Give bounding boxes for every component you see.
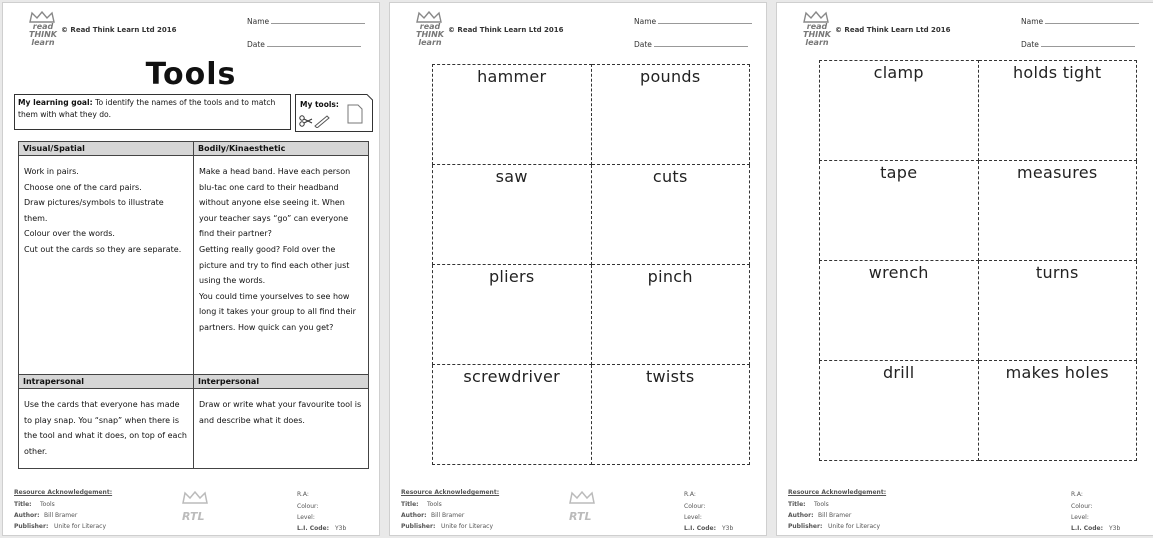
card-tool[interactable]: clamp xyxy=(820,61,979,161)
name-field[interactable]: Name xyxy=(634,17,752,26)
interpersonal-cell: Draw or write what your favourite tool is and describe what it does. xyxy=(194,389,369,469)
svg-text:RTL: RTL xyxy=(569,510,592,523)
date-field[interactable]: Date xyxy=(247,40,361,49)
my-tools-box: My tools: xyxy=(295,94,373,132)
card-action[interactable]: pounds xyxy=(591,65,750,165)
copyright-text: © Read Think Learn Ltd 2016 xyxy=(835,26,951,34)
page-title: Tools xyxy=(145,57,237,92)
bodily-kinaesthetic-heading: Bodily/Kinaesthetic xyxy=(194,142,369,156)
copyright-text: © Read Think Learn Ltd 2016 xyxy=(61,26,177,34)
card-tool[interactable]: hammer xyxy=(433,65,592,165)
card-tool[interactable]: saw xyxy=(433,165,592,265)
card-action[interactable]: turns xyxy=(978,261,1137,361)
intrapersonal-heading: Intrapersonal xyxy=(19,375,194,389)
word-cards-grid xyxy=(432,64,750,465)
card-tool[interactable]: pliers xyxy=(433,265,592,365)
card-tool[interactable]: drill xyxy=(820,361,979,461)
card-action[interactable]: holds tight xyxy=(978,61,1137,161)
svg-text:RTL: RTL xyxy=(182,510,205,523)
card-tool[interactable]: screwdriver xyxy=(433,365,592,465)
rtl-logo xyxy=(567,489,597,523)
card-action[interactable]: makes holes xyxy=(978,361,1137,461)
date-field[interactable]: Date xyxy=(634,40,748,49)
rtl-logo xyxy=(180,489,210,523)
card-action[interactable]: pinch xyxy=(591,265,750,365)
read-think-learn-logo: read THINK learn xyxy=(801,11,833,55)
card-action[interactable]: measures xyxy=(978,161,1137,261)
worksheet-page-2: read THINK learn © Read Think Learn Ltd 2016 Name Date hammer pounds saw cuts pliers pinch screwdriver twists Resource Acknowledgement: Title: Tools Author: Bill Bramer Publisher: Unite for Literacy RTL R.A: Colour: Level: L.I. Code: Y3b xyxy=(389,2,767,536)
name-field[interactable]: Name xyxy=(1021,17,1139,26)
interpersonal-heading: Interpersonal xyxy=(194,375,369,389)
visual-spatial-heading: Visual/Spatial xyxy=(19,142,194,156)
name-field[interactable]: Name xyxy=(247,17,365,26)
visual-spatial-cell: Work in pairs. Choose one of the card pairs. Draw pictures/symbols to illustrate them. Colour over the words. Cut out the cards so they are separate. xyxy=(19,156,194,375)
multiple-intelligences-table xyxy=(18,141,369,469)
card-action[interactable]: cuts xyxy=(591,165,750,265)
learning-goal-box: My learning goal: To identify the names of the tools and to match them with what they do. xyxy=(14,94,291,130)
date-field[interactable]: Date xyxy=(1021,40,1135,49)
read-think-learn-logo: read THINK learn xyxy=(27,11,59,55)
card-tool[interactable]: wrench xyxy=(820,261,979,361)
worksheet-page-3: read THINK learn © Read Think Learn Ltd 2016 Name Date clamp holds tight tape measures wrench turns drill makes holes Resource Acknowledgement: Title: Tools Author: Bill Bramer Publisher: Unite for Literacy R.A: Colour: Level: L.I. Code: Y3b xyxy=(776,2,1153,536)
bodily-kinaesthetic-cell: Make a head band. Have each person blu-tac one card to their headband without anyone else seeing it. When your teacher says “go” can everyone find their partner? Getting really good? Fold over the picture and try to find each other just using the words. You could time yourselves to see how long it takes your group to all find their partners. How quick can you get? xyxy=(194,156,369,375)
word-cards-grid xyxy=(819,60,1137,461)
read-think-learn-logo: read THINK learn xyxy=(414,11,446,55)
worksheet-page-1: read THINK learn © Read Think Learn Ltd 2016 Name Date Tools My learning goal: To identify the names of the tools and to match them with what they do. My tools: Visual/Spatial Bodily/Kinaesthetic Work in pairs. Choose one of the card pairs. Draw pictures/symbols to illustrate them. Colour over the words. Cut out the cards so they are separate. Make a head band. Have each person blu-tac one card to their headband without anyone else seeing it. When your teacher says “go” can everyone find their partner? Getting really good? Fold over the picture and try to find each other just using the words. You could time yourselves to see how long it takes your group to all find their partners. How quick can you get? Intrapersonal Interpersonal Use the cards that everyone has made to play snap. You “snap” when there is the tool and what it does, on top of each other. Draw or write what your favourite tool is and describe what it does. Resource Acknowledgement: Title: Tools Author: Bill Bramer Publisher: Unite for Literacy RTL R.A: Colour: Level: L.I. Code: Y3b xyxy=(2,2,380,536)
copyright-text: © Read Think Learn Ltd 2016 xyxy=(448,26,564,34)
card-action[interactable]: twists xyxy=(591,365,750,465)
card-tool[interactable]: tape xyxy=(820,161,979,261)
scissors-pencil-icon xyxy=(299,114,331,128)
intrapersonal-cell: Use the cards that everyone has made to play snap. You “snap” when there is the tool and what it does, on top of each other. xyxy=(19,389,194,469)
paper-icon xyxy=(347,104,363,124)
